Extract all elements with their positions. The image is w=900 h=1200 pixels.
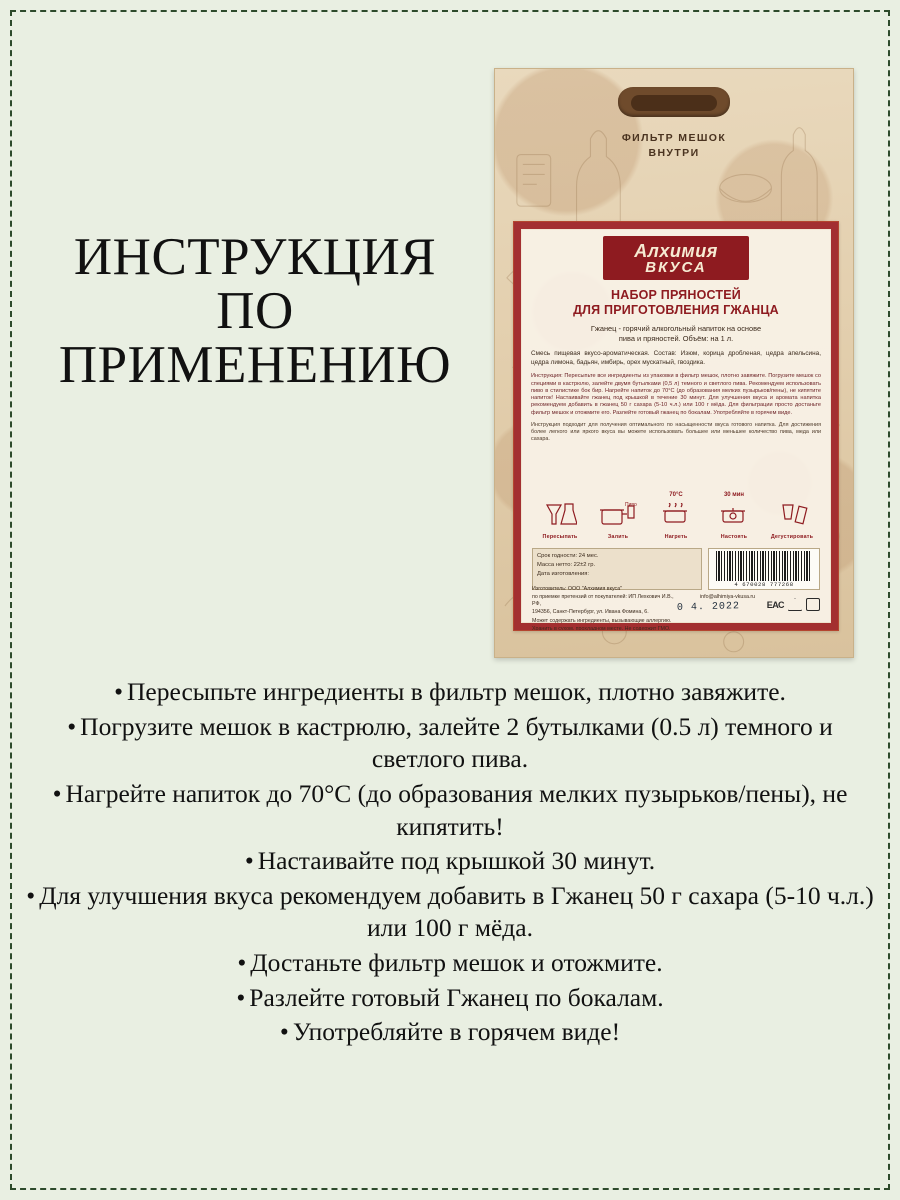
bullet-icon: •	[67, 711, 77, 741]
shelf-life: Срок годности: 24 мес.	[537, 553, 599, 559]
shelf-life-block	[532, 548, 702, 590]
page-title	[20, 228, 490, 395]
svg-text:Пиво: Пиво	[625, 502, 637, 508]
list-item	[18, 711, 882, 776]
certification-marks	[767, 598, 820, 611]
instruction-text: Для улучшения вкуса рекомендуем добавить в Гжанец 50 г сахара (5-10 ч.л.) или 100 г мёда.	[39, 880, 874, 943]
list-item	[18, 676, 882, 709]
step-taste-caption: Дегустировать	[770, 534, 814, 540]
product-subtitle-line-1: Гжанец - горячий алкогольный напиток на основе	[590, 324, 762, 333]
brand-logo	[603, 236, 749, 280]
filter-bag-note	[495, 131, 853, 161]
bullet-icon: •	[26, 880, 36, 910]
product-title	[531, 288, 821, 318]
storage-conditions: Хранить в сухом, прохладном месте. Не содержит ГМО.	[532, 625, 671, 631]
manufacturer-line: Изготовитель: ООО "Алхимия вкуса"	[532, 586, 623, 592]
pour-icon	[532, 498, 588, 532]
product-title-line-2: ДЛЯ ПРИГОТОВЛЕНИЯ ГЖАНЦА	[573, 303, 779, 317]
contact-email: info@alhimiya-vkusa.ru	[700, 593, 756, 600]
date-stamp: 0 4. 2022	[676, 601, 741, 614]
infuse-icon	[706, 498, 762, 532]
step-icon-strip	[532, 492, 820, 540]
pot-icon	[590, 498, 646, 532]
instruction-text: Нагрейте напиток до 70°С (до образования мелких пузырьков/пены), не кипятить!	[65, 778, 848, 841]
net-weight: Масса нетто: 22±2 гр.	[537, 561, 596, 568]
list-item	[18, 1016, 882, 1049]
composition-text: Смесь пищевая вкусо-ароматическая. Состав: Изюм, корица дробленая, цедра апельсина, цедра лимона, бадьян, имбирь, орех мускатный, гвоздика.	[531, 349, 821, 366]
step-infuse	[706, 492, 762, 540]
step-heat-caption: Нагреть	[664, 534, 688, 540]
bullet-icon: •	[236, 982, 246, 1012]
instruction-text: Разлейте готовый Гжанец по бокалам.	[249, 982, 664, 1012]
instruction-list-items	[18, 676, 882, 1049]
page-title-line-1: ИНСТРУКЦИЯ	[73, 228, 437, 286]
step-heat-overlay: 70°С	[669, 492, 683, 498]
list-item	[18, 880, 882, 945]
label-instruction-text: Инструкция: Пересыпьте все ингредиенты из упаковки в фильтр мешок, плотно завяжите. Погрузите мешок со специями в кастрюлю, залейте двумя бутылками (0,5 л) темного и светлого пива. Рекомендуем использовать пиво в стилистике бок бир. Нагрейте напиток до 70°С (до образования мелких пузырьков/пены), не кипятите напиток! Настаивайте гжанец под крышкой в течение 30 минут. Для улучшения вкуса и аромата напитка рекомендуем добавить в гжанец 50 г сахара (5-10 ч.л.) или 100 г мёда. Для фильтрации просто достаньте фильтр мешок и отожмите его. Разлейте готовый гжанец по бокалам. Употребляйте в горячем виде.	[531, 373, 821, 416]
pour-icon-svg	[543, 500, 577, 530]
page-title-line-3: ПРИМЕНЕНИЮ	[58, 336, 452, 395]
instruction-text: Достаньте фильтр мешок и отожмите.	[250, 948, 663, 977]
list-item	[18, 845, 882, 878]
bullet-icon: •	[237, 948, 247, 977]
recycle-box-icon	[806, 598, 820, 611]
instruction-text: Пересыпьте ингредиенты в фильтр мешок, плотно завяжите.	[127, 677, 786, 706]
label-data-block	[532, 548, 820, 590]
step-heat	[648, 492, 704, 540]
eac-mark: ЕАС	[766, 599, 784, 610]
step-fill-caption: Залить	[607, 534, 629, 540]
instruction-text: Употребляйте в горячем виде!	[292, 1017, 621, 1047]
production-date-label: Дата изготовления:	[537, 570, 589, 577]
instruction-list	[18, 676, 882, 1051]
heat-icon-svg	[659, 503, 693, 527]
step-infuse-overlay: 30 мин	[723, 492, 745, 498]
bullet-icon: •	[52, 778, 62, 808]
bullet-icon: •	[279, 1017, 289, 1047]
claims-line: по приемке претензий от покупателей: ИП Лехкович И.В., РФ,	[532, 593, 674, 608]
hang-hole-icon	[618, 87, 730, 117]
heat-icon	[648, 498, 704, 532]
product-label	[513, 221, 839, 631]
barcode-number: 4 670028 777268	[734, 581, 794, 588]
label-content	[522, 230, 830, 631]
filter-bag-note-line-1: ФИЛЬТР МЕШОК	[621, 132, 727, 144]
instruction-text: Настаивайте под крышкой 30 минут.	[257, 846, 656, 876]
filter-bag-note-line-2: ВНУТРИ	[648, 147, 700, 160]
step-pour-caption: Пересыпать	[542, 534, 578, 540]
allergen-note: Может содержать ингредиенты, вызывающие аллергию.	[532, 618, 672, 624]
product-package	[494, 68, 854, 658]
storage-note	[532, 618, 732, 631]
brand-name-line-2: ВКУСА	[645, 258, 707, 276]
page-title-line-2: ПО	[216, 282, 294, 341]
taste-icon	[764, 498, 820, 532]
recycle-triangle-icon	[788, 598, 802, 611]
barcode-bars-icon	[716, 551, 812, 581]
list-item	[18, 947, 882, 980]
brand-name-line-1: Алхимия	[634, 240, 718, 261]
bullet-icon: •	[114, 677, 124, 706]
step-infuse-caption: Настоять	[720, 534, 748, 540]
label-instruction-note: Инструкция подходит для получения оптимального по насыщенности вкуса готового напитка. Для достижения более легкого или яркого вкуса вы можете использовать большее или меньшее количество пива, меда или сахара.	[531, 421, 821, 442]
list-item	[18, 778, 882, 843]
address-line: 194356, Санкт-Петербург, ул. Ивана Фомина, 6.	[532, 609, 649, 616]
step-pour	[532, 498, 588, 540]
product-subtitle-line-2: пива и пряностей. Объём: на 1 л.	[618, 333, 734, 343]
instruction-text: Погрузите мешок в кастрюлю, залейте 2 бутылками (0.5 л) темного и светлого пива.	[80, 711, 833, 774]
list-item	[18, 982, 882, 1015]
step-fill	[590, 498, 646, 540]
product-photo	[494, 68, 854, 658]
bullet-icon: •	[244, 846, 254, 876]
step-taste	[764, 498, 820, 540]
product-subtitle	[531, 324, 821, 344]
infuse-icon-svg	[717, 503, 751, 527]
pot-icon-svg	[598, 500, 638, 530]
product-title-line-1: НАБОР ПРЯНОСТЕЙ	[611, 288, 741, 302]
barcode	[708, 548, 820, 590]
taste-icon-svg	[775, 501, 809, 529]
